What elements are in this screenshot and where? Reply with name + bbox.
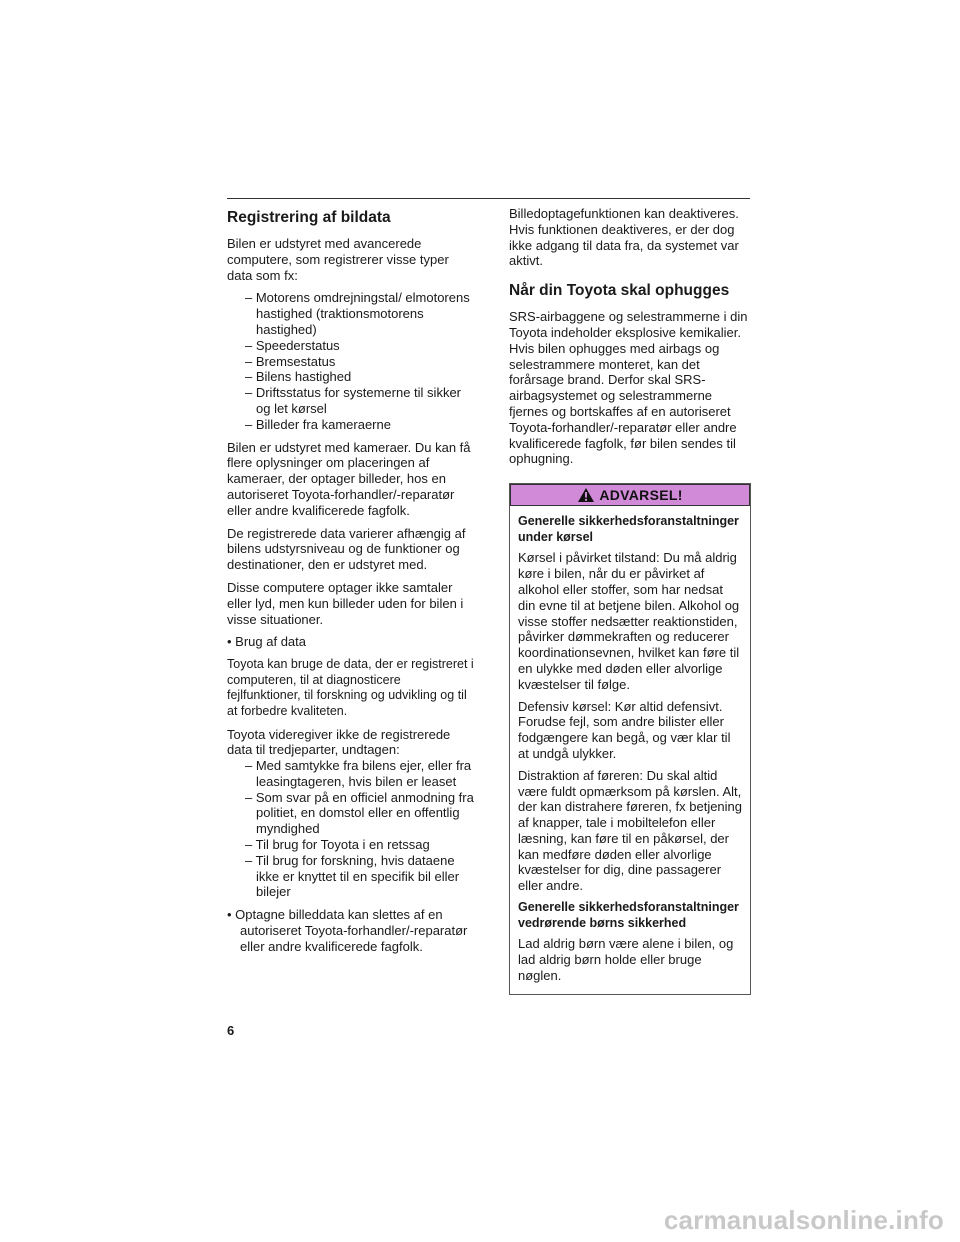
scrapping-paragraph: SRS-airbaggene og selestrammerne i din Toyota indeholder eksplosive kemikalier. Hvis bilen ophugges med airbags og selestrammere monteret, kan det forårsage brand. Derfor skal SRS-airbagsystemet og selestrammerne fjernes og bortskaffes af en autoriseret Toyota-forhandler/-reparatør eller andre kvalificerede fagfolk, før bilen sendes til ophugning. [509, 309, 748, 467]
warning-paragraph-impaired: Kørsel i påvirket tilstand: Du må aldrig køre i bilen, når du er påvirket af alkohol eller stoffer, som har nedsat din evne til at betjene bilen. Alkohol og visse stoffer nedsætter reaktionstiden, påvirker dømmekraften og reducerer koordinationsevnen, hvilket kan føre til en ulykke med døden eller alvorlige kvæstelser til følge. [518, 550, 740, 692]
list-item: – Til brug for forskning, hvis dataene ikke er knyttet til en specifik bil eller bilejer [245, 852, 460, 900]
section-heading-data-recording: Registrering af bildata [227, 209, 391, 226]
warning-subheading-children: Generelle sikkerhedsforanstaltninger vedrørende børns sikkerhed [518, 900, 739, 930]
list-item: – Bilens hastighed [245, 369, 352, 385]
list-item: – Som svar på en officiel anmodning fra politiet, en domstol eller en offentlig myndighed [245, 789, 474, 837]
no-audio-paragraph: Disse computere optager ikke samtaler eller lyd, men kun billeder uden for bilen i visse situationer. [227, 579, 464, 627]
list-item: – Billeder fra kameraerne [245, 416, 391, 432]
warning-header [510, 484, 750, 506]
right-column [509, 206, 751, 995]
list-item: – Bremsestatus [245, 353, 336, 369]
top-rule [227, 198, 750, 199]
warning-subheading-driving: Generelle sikkerhedsforanstaltninger under kørsel [518, 514, 739, 544]
third-party-list [227, 758, 477, 900]
deactivate-paragraph: Billedoptagefunktionen kan deaktiveres. Hvis funktionen deaktiveres, er der dog ikke adgang til data fra, da systemet var aktivt. [509, 206, 739, 269]
bullet-delete-images: • Optagne billeddata kan slettes af en autoriseret Toyota-forhandler/-reparatør eller andre kvalificerede fagfolk. [227, 907, 468, 954]
bullet-data-usage: • Brug af data [227, 634, 306, 650]
list-item: – Til brug for Toyota i en retssag [245, 837, 430, 853]
left-column [227, 206, 477, 962]
intro-paragraph: Bilen er udstyret med avancerede computere, som registrerer visse typer data som fx: [227, 236, 449, 283]
warning-box [509, 483, 751, 995]
section-heading-scrapping: Når din Toyota skal ophugges [509, 282, 730, 300]
list-item: – Motorens omdrejningstal/ elmotorens hastighed (traktionsmotorens hastighed) [245, 290, 470, 337]
warning-paragraph-children: Lad aldrig børn være alene i bilen, og lad aldrig børn holde eller bruge nøglen. [518, 936, 734, 983]
usage-paragraph: Toyota kan bruge de data, der er registreret i computeren, til at diagnosticere fejlfunktioner, til forskning og udvikling og til at forbedre kvaliteten. [227, 657, 474, 718]
list-item: – Med samtykke fra bilens ejer, eller fra leasingtageren, hvis bilen er leaset [245, 758, 472, 789]
varies-paragraph: De registrerede data varierer afhængig af bilens udstyrsniveau og de funktioner og destinationer, den er udstyret med. [227, 525, 466, 573]
warning-triangle-icon [577, 487, 595, 503]
third-party-paragraph: Toyota videregiver ikke de registrerede data til tredjeparter, undtagen: [227, 726, 451, 758]
warning-paragraph-distraction: Distraktion af føreren: Du skal altid være fuldt opmærksom på kørslen. Alt, der kan distrahere føreren, fx betjening af knapper, tale i mobiltelefon eller læsning, kan føre til en påkørsel, der kan medføre døden eller alvorlige kvæstelser for dig, dine passagerer eller andre. [518, 767, 743, 894]
list-item: – Speederstatus [245, 337, 340, 353]
cameras-paragraph: Bilen er udstyret med kameraer. Du kan få flere oplysninger om placeringen af kameraer, der optager billeder, hos en autoriseret Toyota-forhandler/-reparatør eller andre kvalificerede fagfolk. [227, 439, 471, 518]
warning-paragraph-defensive: Defensiv kørsel: Kør altid defensivt. Forudse fejl, som andre bilister eller fodgængere kan begå, og vær klar til at undgå ulykker. [518, 698, 731, 761]
warning-title: ADVARSEL! [599, 487, 683, 504]
list-item: – Driftsstatus for systemerne til sikker og let kørsel [245, 385, 461, 416]
data-items-list [227, 290, 477, 432]
watermark: carmanualsonline.info [663, 1205, 944, 1235]
page-number: 6 [227, 1023, 235, 1038]
